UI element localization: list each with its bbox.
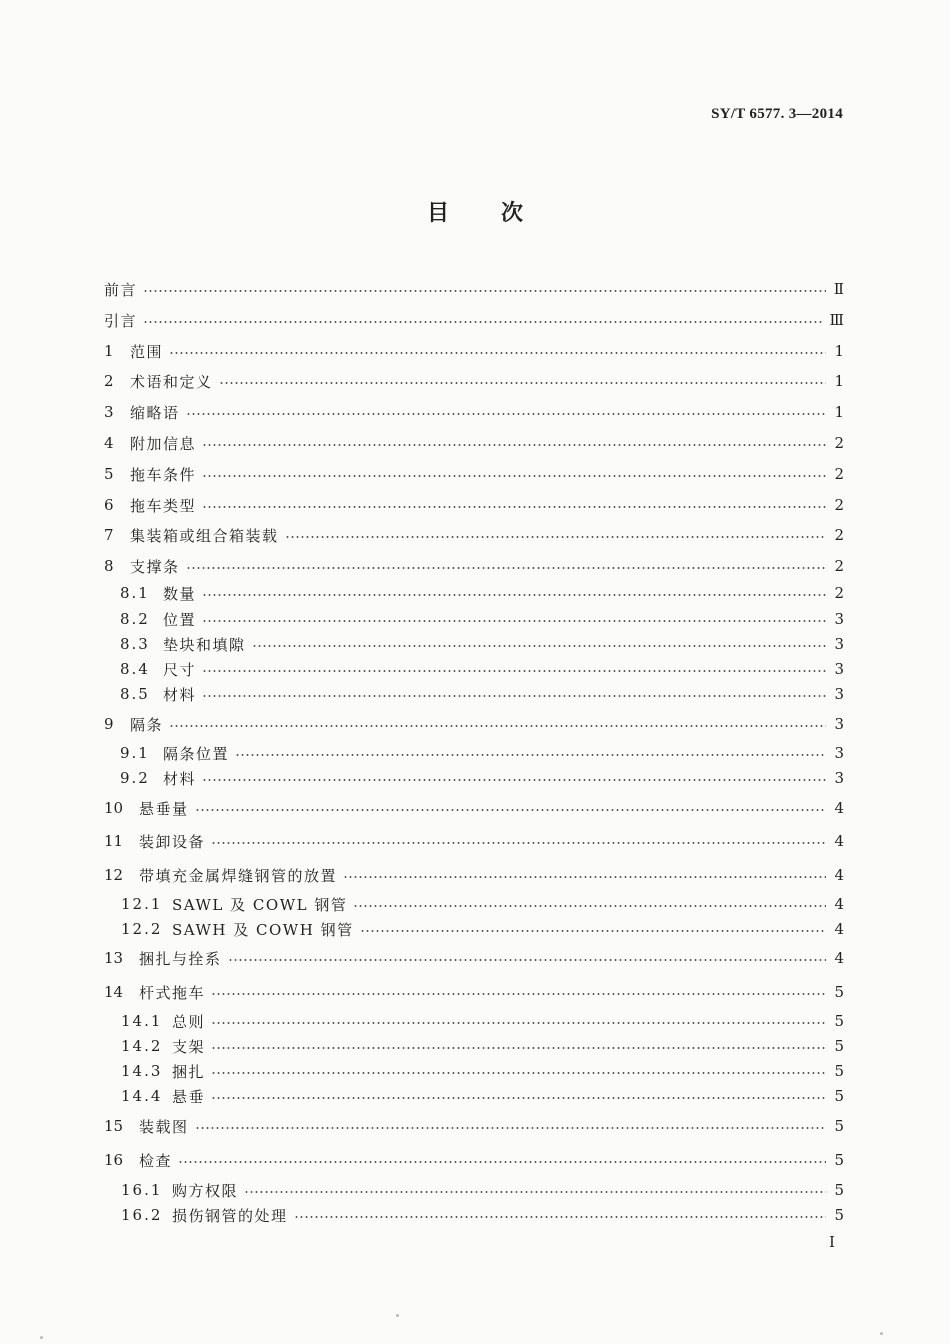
toc-entry-label: 范围 (130, 342, 164, 361)
toc-leader-dots (202, 506, 826, 508)
toc-entry[interactable] (104, 947, 844, 969)
toc-entry-page: 4 (834, 866, 844, 884)
toc-entry-page: 1 (834, 372, 844, 390)
toc-leader-dots (294, 1216, 826, 1218)
toc-leader-dots (353, 905, 826, 907)
toc-entry-number: 14.3 (121, 1062, 163, 1080)
toc-entry-label: SAWH 及 COWH 钢管 (172, 920, 354, 939)
toc-entry-label: 尺寸 (163, 660, 197, 679)
toc-entry-label: 检查 (139, 1151, 173, 1170)
toc-entry-label: 支架 (172, 1037, 206, 1056)
toc-entry-number: 8.1 (120, 584, 150, 602)
toc-leader-dots (186, 567, 826, 569)
toc-entry-label: 隔条 (130, 715, 164, 734)
toc-entry-number: 11 (104, 832, 124, 850)
toc-entry-page: 2 (834, 434, 844, 452)
toc-entry[interactable] (121, 1179, 844, 1201)
toc-entry-label: 总则 (172, 1012, 206, 1031)
toc-entry-number: 14 (104, 983, 124, 1001)
toc-entry-label: 悬垂 (172, 1087, 206, 1106)
toc-entry-label: 集装箱或组合箱装载 (130, 526, 279, 545)
toc-entry-number: 10 (104, 799, 124, 817)
toc-entry[interactable] (121, 1204, 844, 1226)
toc-leader-dots (343, 876, 826, 878)
toc-entry-number: 8.2 (120, 610, 150, 628)
toc-leader-dots (169, 725, 826, 727)
toc-entry-page: 2 (834, 557, 844, 575)
toc-leader-dots (228, 959, 826, 961)
toc-entry-page: 4 (834, 799, 844, 817)
toc-leader-dots (178, 1161, 826, 1163)
toc-entry-label: 拖车条件 (130, 465, 197, 484)
toc-entry-number: 9.2 (120, 769, 150, 787)
toc-leader-dots (360, 930, 826, 932)
toc-entry-label: 捆扎与拴系 (139, 949, 222, 968)
toc-entry-page: 3 (834, 744, 844, 762)
toc-entry-page: 3 (834, 635, 844, 653)
toc-entry-page: 1 (834, 342, 844, 360)
toc-entry[interactable] (104, 340, 844, 362)
toc-entry-label: 损伤钢管的处理 (172, 1206, 288, 1225)
toc-entry-number: 2 (104, 372, 114, 390)
toc-entry-label: 捆扎 (172, 1062, 206, 1081)
toc-entry-label: 数量 (163, 584, 197, 603)
toc-entry-number: 6 (104, 496, 114, 514)
toc-entry[interactable] (104, 1115, 844, 1137)
toc-entry-label: 装卸设备 (139, 832, 206, 851)
toc-entry-page: 5 (834, 983, 844, 1001)
toc-entry-page: 5 (834, 1087, 844, 1105)
toc-entry[interactable] (104, 432, 844, 454)
toc-leader-dots (202, 695, 826, 697)
toc-leader-dots (235, 754, 826, 756)
toc-entry-label: 购方权限 (172, 1181, 239, 1200)
toc-entry-label: 前言 (104, 280, 138, 299)
toc-entry[interactable] (121, 1085, 844, 1107)
toc-entry-number: 8.4 (120, 660, 150, 678)
toc-entry[interactable] (121, 1060, 844, 1082)
toc-entry-page: 4 (834, 949, 844, 967)
toc-leader-dots (219, 382, 826, 384)
toc-entry[interactable] (104, 981, 844, 1003)
toc-entry[interactable] (121, 893, 844, 915)
toc-entry-page: 3 (834, 660, 844, 678)
toc-entry-number: 16.2 (121, 1206, 163, 1224)
toc-entry-number: 4 (104, 434, 114, 452)
toc-leader-dots (211, 1022, 826, 1024)
toc-entry-page: 3 (834, 715, 844, 733)
toc-entry[interactable] (104, 864, 844, 886)
toc-leader-dots (211, 1047, 826, 1049)
toc-entry[interactable] (104, 524, 844, 546)
toc-entry-label: 缩略语 (130, 403, 180, 422)
toc-entry[interactable] (120, 608, 844, 630)
toc-leader-dots (211, 842, 826, 844)
toc-entry-number: 16.1 (121, 1181, 163, 1199)
toc-entry-page: 4 (834, 832, 844, 850)
toc-entry-label: 垫块和填隙 (163, 635, 246, 654)
toc-entry[interactable] (104, 370, 844, 392)
toc-entry-label: 引言 (104, 311, 138, 330)
toc-title: 目次 (426, 201, 575, 226)
toc-entry-number: 3 (104, 403, 114, 421)
toc-leader-dots (252, 645, 826, 647)
toc-entry-number: 14.2 (121, 1037, 163, 1055)
toc-entry-page: 5 (834, 1062, 844, 1080)
toc-entry-page: 5 (834, 1117, 844, 1135)
toc-entry-page: 4 (834, 895, 844, 913)
toc-entry-label: 术语和定义 (130, 372, 213, 391)
toc-entry-label: 材料 (163, 685, 197, 704)
toc-entry-label: 悬垂量 (139, 799, 189, 818)
toc-entry-label: 支撑条 (130, 557, 180, 576)
toc-entry-page: 5 (834, 1206, 844, 1224)
toc-entry[interactable] (104, 830, 844, 852)
toc-entry-page: 5 (834, 1181, 844, 1199)
toc-entry-page: 5 (834, 1012, 844, 1030)
toc-entry-number: 8.5 (120, 685, 150, 703)
toc-entry-page: 2 (834, 496, 844, 514)
toc-entry-number: 12 (104, 866, 124, 884)
toc-entry-number: 14.1 (121, 1012, 163, 1030)
toc-leader-dots (211, 1072, 826, 1074)
toc-entry[interactable] (120, 742, 844, 764)
toc-leader-dots (195, 809, 826, 811)
toc-entry-number: 16 (104, 1151, 124, 1169)
toc-leader-dots (202, 444, 826, 446)
toc-entry[interactable] (104, 494, 844, 516)
toc-entry-number: 8.3 (120, 635, 150, 653)
toc-entry[interactable] (121, 1010, 844, 1032)
toc-entry-label: 装载图 (139, 1117, 189, 1136)
toc-entry[interactable] (104, 463, 844, 485)
standard-number: SY/T 6577. 3—2014 (711, 106, 843, 122)
toc-leader-dots (195, 1127, 826, 1129)
toc-entry[interactable] (104, 278, 844, 300)
toc-entry[interactable] (104, 555, 844, 577)
toc-entry-number: 9 (104, 715, 114, 733)
toc-entry-page: Ⅱ (833, 280, 844, 298)
toc-leader-dots (143, 321, 822, 323)
toc-entry[interactable] (120, 582, 844, 604)
toc-entry-label: 杆式拖车 (139, 983, 206, 1002)
toc-entry-page: 3 (834, 685, 844, 703)
toc-entry-label: SAWL 及 COWL 钢管 (172, 895, 348, 914)
toc-entry[interactable] (104, 401, 844, 423)
toc-entry-page: 1 (834, 403, 844, 421)
toc-entry[interactable] (104, 713, 844, 735)
toc-entry[interactable] (104, 797, 844, 819)
toc-entry-page: 5 (834, 1151, 844, 1169)
toc-entry[interactable] (120, 767, 844, 789)
toc-entry-number: 1 (104, 342, 114, 360)
toc-entry-label: 隔条位置 (163, 744, 230, 763)
toc-entry-page: 2 (834, 465, 844, 483)
toc-entry-number: 13 (104, 949, 124, 967)
toc-entry-number: 9.1 (120, 744, 150, 762)
toc-entry-number: 14.4 (121, 1087, 163, 1105)
toc-entry-page: Ⅲ (829, 311, 844, 329)
toc-entry-number: 7 (104, 526, 114, 544)
toc-leader-dots (202, 620, 826, 622)
toc-entry[interactable] (104, 1149, 844, 1171)
toc-leader-dots (211, 993, 826, 995)
toc-entry-page: 5 (834, 1037, 844, 1055)
toc-entry-page: 4 (834, 920, 844, 938)
toc-entry[interactable] (120, 658, 844, 680)
toc-entry[interactable] (120, 683, 844, 705)
toc-entry-number: 12.2 (121, 920, 163, 938)
toc-leader-dots (244, 1191, 826, 1193)
toc-entry-number: 12.1 (121, 895, 163, 913)
toc-entry-page: 2 (834, 526, 844, 544)
toc-entry[interactable] (104, 309, 844, 331)
toc-entry-label: 拖车类型 (130, 496, 197, 515)
toc-entry-page: 2 (834, 584, 844, 602)
toc-entry-label: 位置 (163, 610, 197, 629)
toc-leader-dots (202, 779, 826, 781)
toc-entry-label: 带填充金属焊缝钢管的放置 (139, 866, 338, 885)
toc-leader-dots (169, 352, 826, 354)
toc-leader-dots (186, 413, 826, 415)
toc-entry-label: 材料 (163, 769, 197, 788)
toc-entry-label: 附加信息 (130, 434, 197, 453)
toc-entry-number: 15 (104, 1117, 124, 1135)
toc-entry-number: 8 (104, 557, 114, 575)
toc-leader-dots (285, 536, 826, 538)
toc-leader-dots (202, 670, 826, 672)
toc-entry[interactable] (121, 1035, 844, 1057)
page-number: I (829, 1233, 835, 1251)
toc-leader-dots (143, 290, 826, 292)
toc-entry-page: 3 (834, 610, 844, 628)
toc-entry-page: 3 (834, 769, 844, 787)
toc-leader-dots (202, 594, 826, 596)
toc-entry[interactable] (120, 633, 844, 655)
toc-entry-number: 5 (104, 465, 114, 483)
toc-leader-dots (211, 1097, 826, 1099)
toc-leader-dots (202, 475, 826, 477)
toc-entry[interactable] (121, 918, 844, 940)
